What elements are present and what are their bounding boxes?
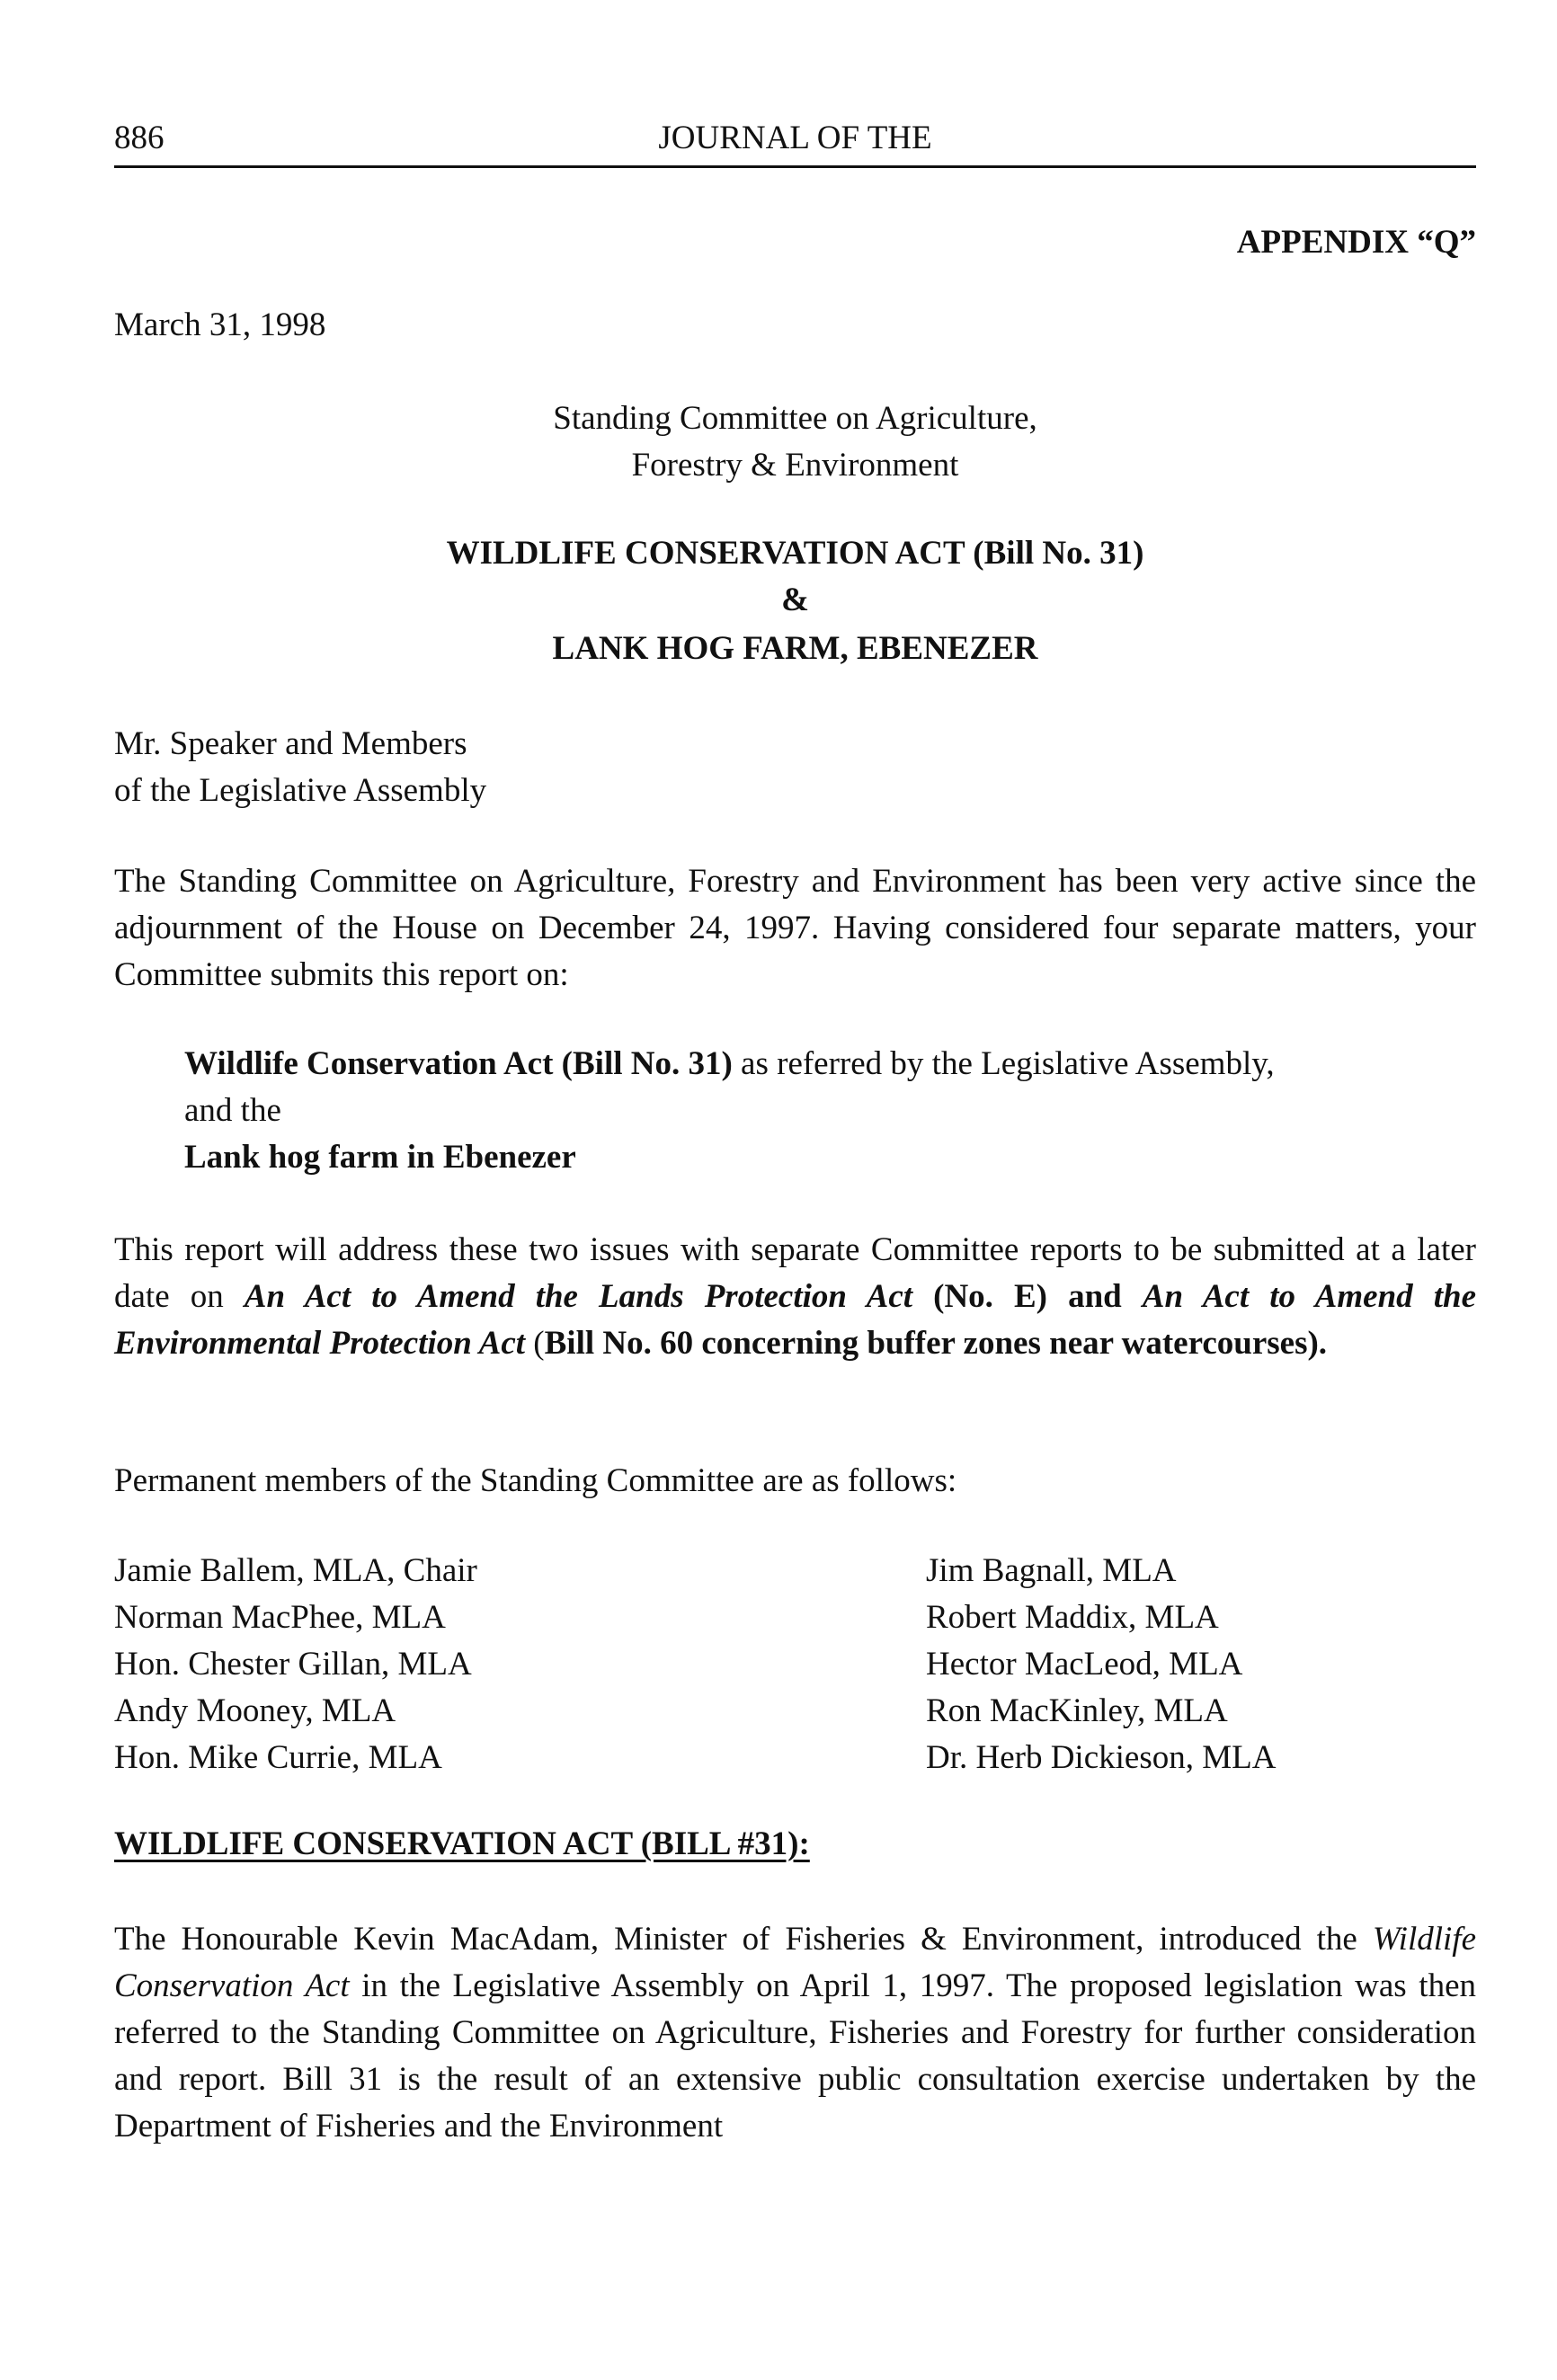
item-1-description: as referred by the Legislative Assembly, <box>732 1045 1275 1082</box>
report-title-ampersand: & <box>781 582 809 618</box>
section-text-2: in the Legislative Assembly on April 1, 1997. The proposed legislation was then referred to the Standing Committee on Agriculture, Fisheries and Forestry for further consideration and report. Bill 31 is the result of an extensive public consultation exercise undertaken by the Department of Fisheries and the Environment <box>114 1967 1476 2145</box>
salutation <box>114 721 486 814</box>
member-name: Dr. Herb Dickieson, MLA <box>926 1739 1277 1776</box>
member-name: Norman MacPhee, MLA <box>114 1599 446 1636</box>
salutation-line-2: of the Legislative Assembly <box>114 772 487 809</box>
running-title: JOURNAL OF THE <box>658 120 932 156</box>
item-1-title: Wildlife Conservation Act (Bill No. 31) <box>184 1045 733 1082</box>
member-name: Hector MacLeod, MLA <box>926 1646 1243 1683</box>
intro-paragraph: The Standing Committee on Agriculture, Forestry and Environment has been very active since the adjournment of the House on December 24, 1997. Having considered four separate matters, your Committee submits this report on: <box>114 863 1476 993</box>
scope-paragraph <box>114 1227 1476 1367</box>
section-paragraph <box>114 1916 1476 2150</box>
scope-space <box>1122 1278 1143 1315</box>
item-connector: and the <box>184 1092 281 1129</box>
report-items <box>184 1041 1476 1181</box>
member-name: Ron MacKinley, MLA <box>926 1692 1228 1729</box>
lands-protection-act-title: An Act to Amend the Lands Protection Act <box>244 1278 913 1315</box>
page-header <box>114 115 1476 168</box>
section-text-1: The Honourable Kevin MacAdam, Minister of Fisheries & Environment, introduced the <box>114 1921 1373 1958</box>
report-date: March 31, 1998 <box>114 306 326 343</box>
committee-line-1: Standing Committee on Agriculture, <box>553 400 1037 437</box>
report-item-1 <box>184 1041 1476 1088</box>
scope-text-3: ( <box>525 1325 545 1362</box>
members-intro: Permanent members of the Standing Committee are as follows: <box>114 1462 957 1499</box>
section-heading: WILDLIFE CONSERVATION ACT (BILL #31): <box>114 1825 810 1862</box>
wildlife-act-title: Wildlife Conservation Act <box>114 1921 1476 2004</box>
page-number: 886 <box>114 120 165 156</box>
bill-60-note: Bill No. 60 concerning buffer zones near watercourses). <box>544 1325 1328 1362</box>
report-item-2 <box>184 1134 1476 1181</box>
scope-and: and <box>1068 1278 1122 1315</box>
member-name: Hon. Chester Gillan, MLA <box>114 1646 472 1683</box>
member-name: Jim Bagnall, MLA <box>926 1552 1177 1589</box>
environmental-protection-act-title: An Act to Amend the Environmental Protection Act <box>114 1278 1476 1362</box>
committee-line-2: Forestry & Environment <box>631 447 959 484</box>
member-name: Andy Mooney, MLA <box>114 1692 396 1729</box>
members-list-right <box>926 1548 1276 1781</box>
report-title-line-2: LANK HOG FARM, EBENEZER <box>552 630 1038 667</box>
salutation-line-1: Mr. Speaker and Members <box>114 725 467 762</box>
report-title-line-1: WILDLIFE CONSERVATION ACT (Bill No. 31) <box>446 535 1144 572</box>
scope-text-2: (No. E) <box>912 1278 1069 1315</box>
committee-name <box>114 395 1476 489</box>
member-name: Robert Maddix, MLA <box>926 1599 1219 1636</box>
members-list-left <box>114 1548 477 1781</box>
member-name: Jamie Ballem, MLA, Chair <box>114 1552 477 1589</box>
item-2-title: Lank hog farm in Ebenezer <box>184 1139 576 1176</box>
scope-text-1: This report will address these two issues with separate Committee reports to be submitted at a later date on <box>114 1231 1476 1315</box>
member-name: Hon. Mike Currie, MLA <box>114 1739 442 1776</box>
appendix-label: APPENDIX “Q” <box>1236 224 1476 261</box>
